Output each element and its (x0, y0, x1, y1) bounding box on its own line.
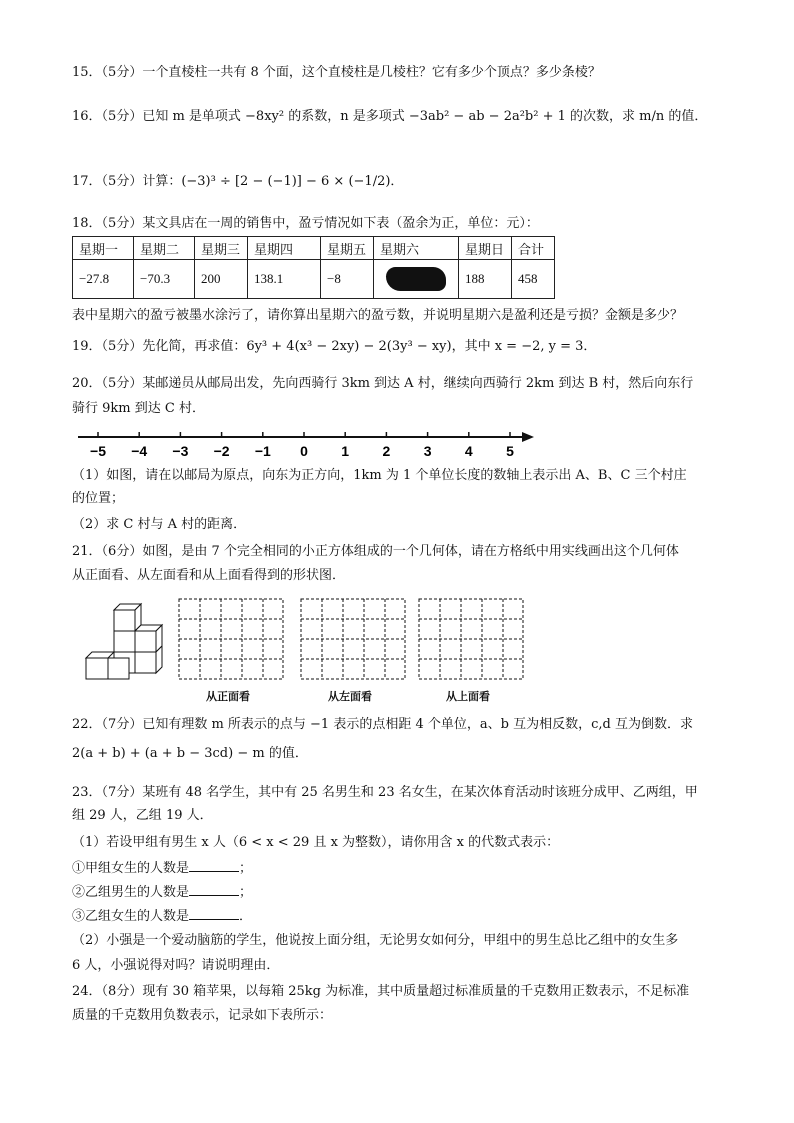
table-header: 星期三 (195, 237, 248, 260)
question-24-line2: 质量的千克数用负数表示，记录如下表所示： (72, 1008, 333, 1023)
question-17: 17．（5分）计算：(−3)³ ÷ [2 − (−1)] − 6 × (−1/2)． (72, 174, 404, 189)
question-20-part1-line1: （1）如图，请在以邮局为原点，向东为正方向，1km 为 1 个单位长度的数轴上表示出 A、B、C 三个村庄 (72, 468, 687, 483)
table-cell: 188 (459, 260, 512, 299)
item-label: ②乙组男生的人数是 (72, 885, 190, 900)
number-line-label: 1 (341, 443, 350, 459)
question-23-line2: 组 29 人，乙组 19 人． (72, 808, 213, 823)
number-line-label: 4 (464, 443, 473, 459)
question-20-part2: （2）求 C 村与 A 村的距离． (72, 517, 247, 532)
ink-blot-cell (374, 260, 459, 299)
question-22-line2: 2(a + b) + (a + b − 3cd) − m 的值． (72, 746, 308, 761)
question-15: 15．（5分）一个直棱柱一共有 8 个面，这个直棱柱是几棱柱？它有多少个顶点？多少条棱？ (72, 65, 601, 80)
grid-top-view (418, 598, 526, 682)
table-cell: 200 (195, 260, 248, 299)
table-header: 星期四 (248, 237, 321, 260)
number-line-label: 3 (423, 443, 432, 459)
question-23-item3: ③乙组女生的人数是 ． (72, 905, 252, 927)
table-values-row (73, 260, 555, 299)
table-cell: 138.1 (248, 260, 321, 299)
table-header: 星期五 (321, 237, 374, 260)
caption-top-view: 从上面看 (446, 690, 490, 703)
table-header: 合计 (512, 237, 555, 260)
item-label: ③乙组女生的人数是 (72, 909, 190, 924)
grid-front-view (178, 598, 286, 682)
profit-table (72, 236, 555, 299)
table-cell: −8 (321, 260, 374, 299)
table-header-row (73, 237, 555, 260)
question-23-part1: （1）若设甲组有男生 x 人（6 < x < 29 且 x 为整数），请你用含 x 的代数式表示： (72, 835, 560, 850)
question-20-line2: 骑行 9km 到达 C 村． (72, 401, 205, 416)
question-18: 18．（5分）某文具店在一周的销售中，盈亏情况如下表（盈余为正，单位：元）： (72, 216, 539, 231)
number-line-label: −4 (131, 443, 148, 459)
question-22-line1: 22．（7分）已知有理数 m 所表示的点与 −1 表示的点相距 4 个单位，a、b 互为相反数，c,d 互为倒数．求 (72, 717, 693, 732)
question-16: 16．（5分）已知 m 是单项式 −8xy² 的系数，n 是多项式 −3ab² − ab − 2a²b² + 1 的次数，求 m/n 的值． (72, 109, 708, 124)
table-cell: −27.8 (73, 260, 134, 299)
number-line-label: 0 (300, 443, 308, 459)
question-21-line2: 从正面看、从左面看和从上面看得到的形状图． (72, 568, 346, 583)
caption-front-view: 从正面看 (206, 690, 250, 703)
cube-stack-figure (80, 600, 180, 690)
number-line-label: 5 (506, 443, 514, 459)
grid-left-view (300, 598, 408, 682)
question-24-line1: 24．（8分）现有 30 箱苹果，以每箱 25kg 为标准，其中质量超过标准质量的千克数用正数表示，不足标准 (72, 984, 690, 999)
answer-blank (189, 905, 239, 920)
caption-left-view: 从左面看 (328, 690, 372, 703)
table-header: 星期一 (73, 237, 134, 260)
table-cell: −70.3 (134, 260, 195, 299)
question-23-item2: ②乙组男生的人数是 ； (72, 881, 252, 903)
question-20-line1: 20．（5分）某邮递员从邮局出发，先向西骑行 3km 到达 A 村，继续向西骑行 2km 到达 B 村，然后向东行 (72, 376, 694, 391)
question-18-note: 表中星期六的盈亏被墨水涂污了，请你算出星期六的盈亏数，并说明星期六是盈利还是亏损？金额是多少？ (72, 308, 684, 323)
question-23-item1: ①甲组女生的人数是 ； (72, 857, 252, 879)
number-line-label: −1 (254, 443, 271, 459)
number-line (72, 425, 542, 465)
table-header: 星期日 (459, 237, 512, 260)
question-20-part1-line2: 的位置； (72, 491, 125, 506)
question-21-line1: 21．（6分）如图，是由 7 个完全相同的小正方体组成的一个几何体，请在方格纸中用实线画出这个几何体 (72, 544, 679, 559)
answer-blank (189, 881, 239, 896)
number-line-label: −3 (172, 443, 189, 459)
question-19: 19．（5分）先化简，再求值：6y³ + 4(x³ − 2xy) − 2(3y³ − xy)，其中 x = −2, y = 3． (72, 339, 597, 354)
number-line-label: 2 (382, 443, 391, 459)
item-label: ①甲组女生的人数是 (72, 861, 190, 876)
ink-blot (386, 267, 446, 291)
table-header: 星期二 (134, 237, 195, 260)
question-23-part2-line2: 6 人，小强说得对吗？请说明理由． (72, 958, 280, 973)
question-23-line1: 23．（7分）某班有 48 名学生，其中有 25 名男生和 23 名女生，在某次体育活动时该班分成甲、乙两组，甲 (72, 785, 698, 800)
question-23-part2-line1: （2）小强是一个爱动脑筋的学生，他说按上面分组，无论男女如何分，甲组中的男生总比乙组中的女生多 (72, 933, 679, 948)
number-line-label: −2 (213, 443, 230, 459)
table-header: 星期六 (374, 237, 459, 260)
table-cell: 458 (512, 260, 555, 299)
number-line-label: −5 (90, 443, 106, 459)
answer-blank (189, 857, 239, 872)
